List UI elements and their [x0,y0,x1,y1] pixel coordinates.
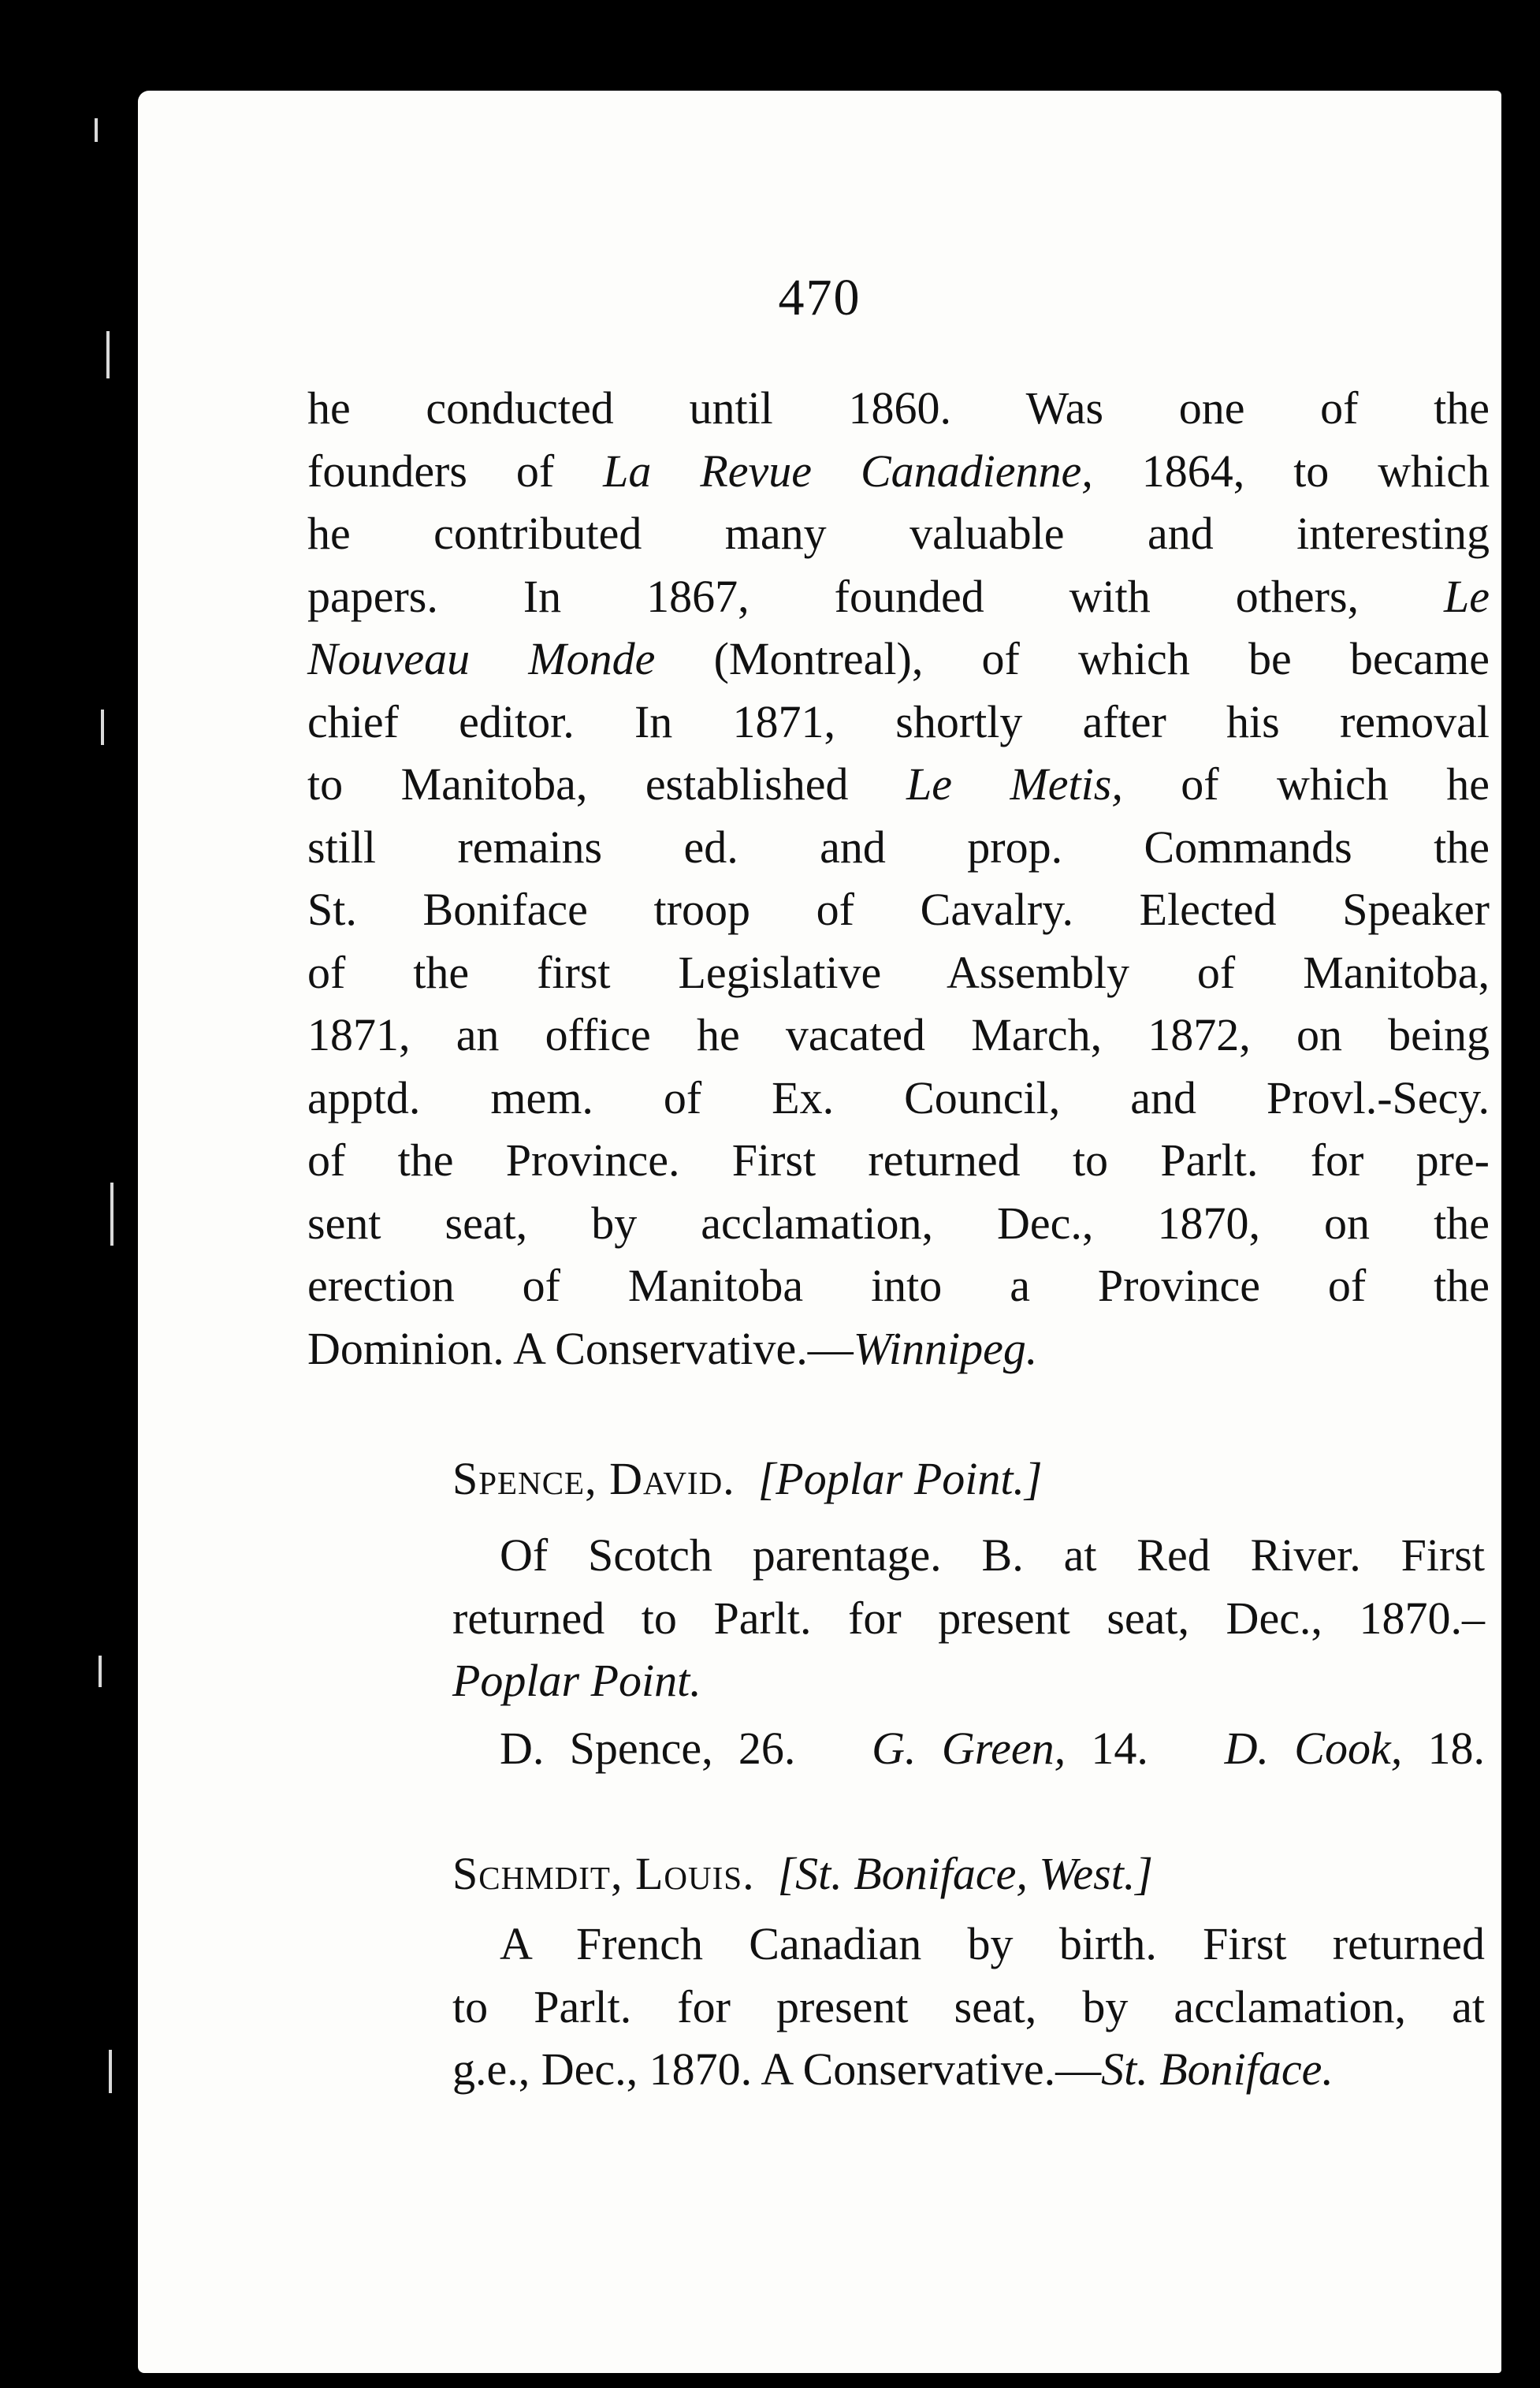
text-line: to Parlt. for present seat, by acclamation, at [452,1980,1485,2032]
text-line: papers. In 1867, founded with others, Le [307,570,1490,622]
continuation-paragraph [307,377,1490,1380]
edge-speck [99,1656,102,1687]
text-line: erection of Manitoba into a Province of the [307,1260,1490,1311]
text-line: apptd. mem. of Ex. Council, and Provl.-Secy. [307,1071,1490,1123]
constituency: [Poplar Point.] [757,1453,1043,1504]
text-line: to Manitoba, established Le Metis, of which he [307,758,1490,810]
place: St. Boniface. [1101,2043,1334,2095]
edge-speck [109,2050,112,2093]
edge-speck [106,331,110,378]
edge-speck [101,710,104,745]
scan-dark-edge [0,0,138,2388]
text-line: 1871, an office he vacated March, 1872, on being [307,1009,1490,1060]
entry-schmdit-body [452,1913,1485,2101]
member-name: Spence, David. [452,1453,735,1504]
text-line: St. Boniface troop of Cavalry. Elected Speaker [307,884,1490,935]
entry-schmdit [452,1842,1485,1913]
text-line: still remains ed. and prop. Commands the [307,821,1490,873]
text-line: returned to Parlt. for present seat, Dec., 1870.– [452,1592,1485,1644]
edge-speck [110,1183,113,1246]
page-number: 470 [778,269,861,326]
text-line: Dominion. A Conservative.—Winnipeg. [307,1322,1038,1374]
text-line: A French Canadian by birth. First returned [500,1918,1485,1969]
member-name: Schmdit, Louis. [452,1848,755,1899]
text-line: he conducted until 1860. Was one of the [307,382,1490,434]
text-line: he contributed many valuable and interesting [307,508,1490,559]
entry-heading [452,1447,1540,1518]
text-line: of the Province. First returned to Parlt. for pre- [307,1134,1490,1186]
edge-speck [95,118,98,142]
text-line: of the first Legislative Assembly of Manitoba, [307,946,1490,998]
entry-spence [452,1447,1540,1518]
election-results: D. Spence, 26. G. Green, 14. D. Cook, 18. [500,1722,1485,1774]
entry-heading [452,1842,1485,1913]
place: Poplar Point. [452,1655,701,1706]
entry-spence-body [452,1524,1485,1779]
text-line: chief editor. In 1871, shortly after his removal [307,695,1490,747]
text-line: Of Scotch parentage. B. at Red River. First [500,1529,1485,1581]
text-line: sent seat, by acclamation, Dec., 1870, on the [307,1197,1490,1249]
text-line [452,1649,1485,1712]
text-line: g.e., Dec., 1870. A Conservative.—St. Boniface. [452,2043,1334,2095]
text-line: Nouveau Monde (Montreal), of which be became [307,633,1490,684]
constituency: [St. Boniface, West.] [777,1848,1153,1899]
text-line: founders of La Revue Canadienne, 1864, to which [307,445,1490,497]
